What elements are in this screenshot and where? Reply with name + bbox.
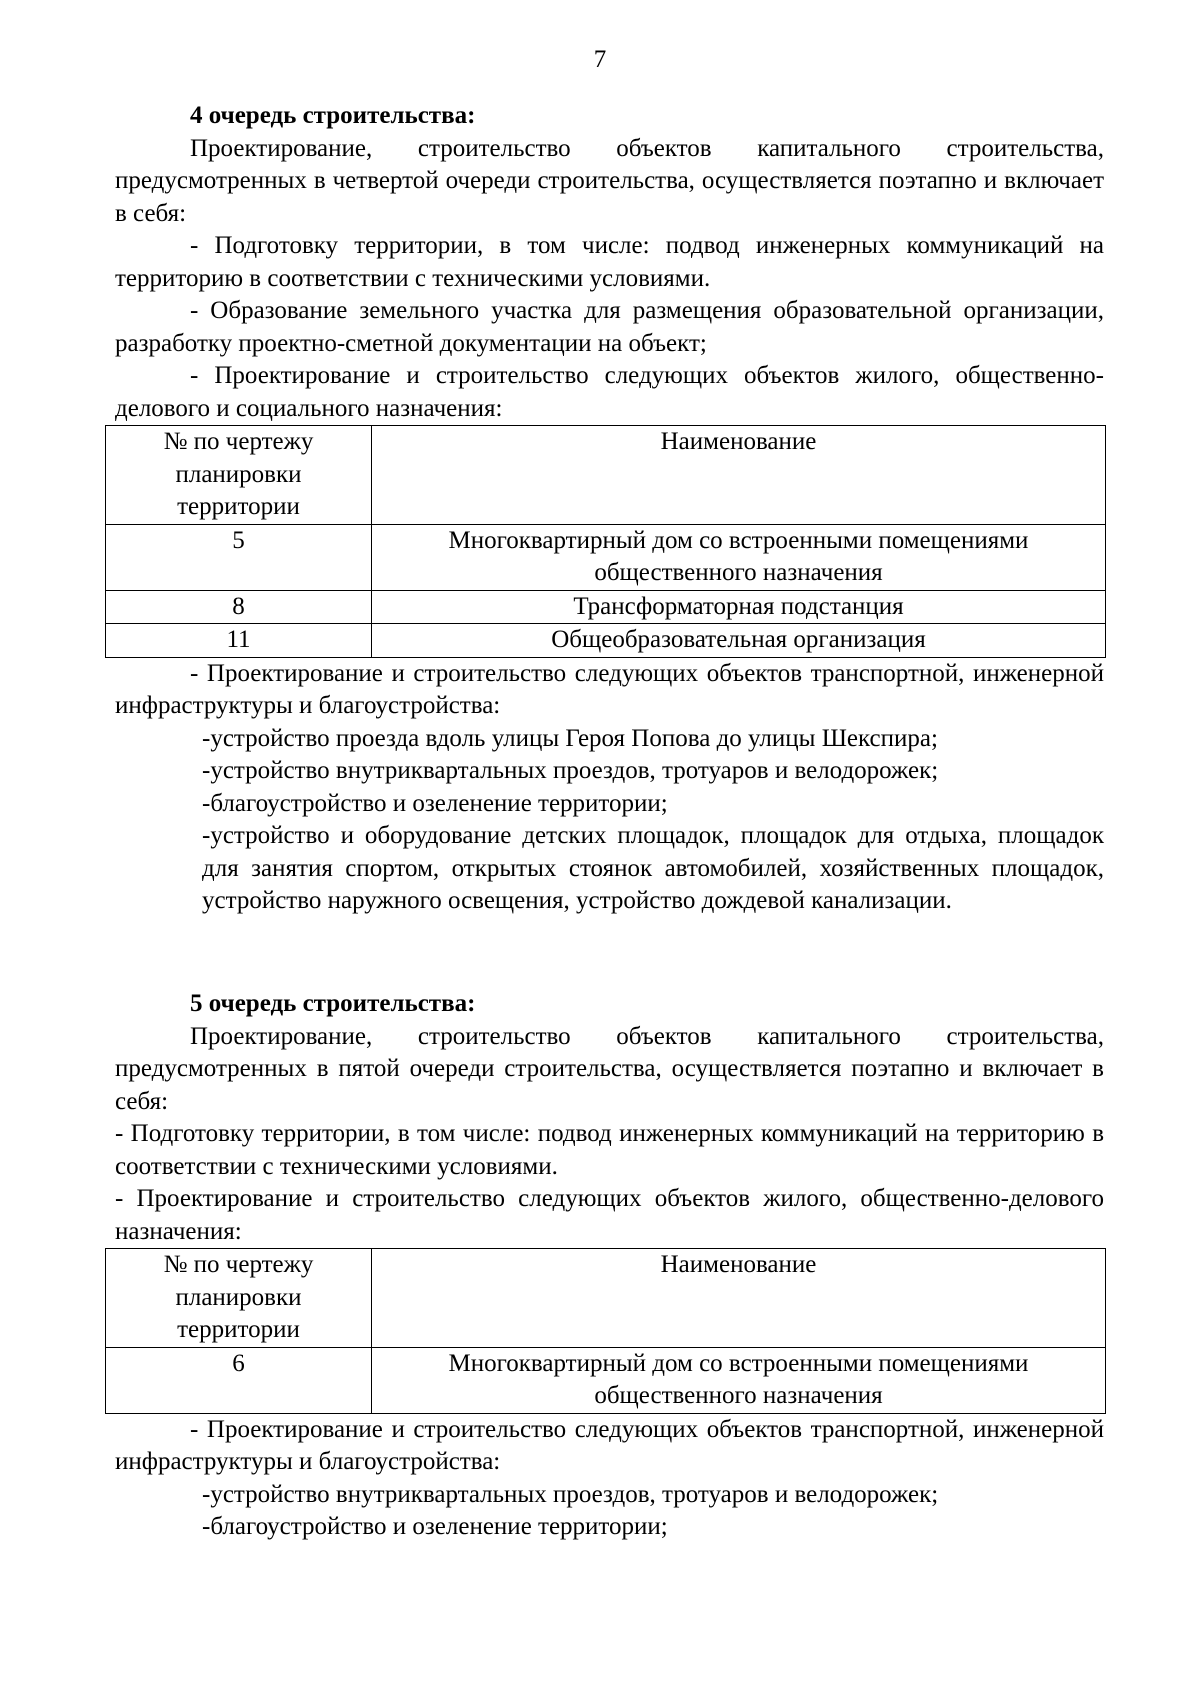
- table-header-row: [106, 426, 1106, 525]
- header-number: № по чертежу планировки территории: [106, 426, 372, 525]
- section-4-item-2: - Образование земельного участка для размещения образовательной организации, разработку проектно-сметной документации на объект;: [115, 297, 1104, 357]
- section-4-table: [105, 425, 1106, 658]
- section-5-table: [105, 1248, 1106, 1414]
- table-header-row: [106, 1249, 1106, 1348]
- table-row: [106, 524, 1106, 590]
- row-number: 8: [106, 590, 372, 624]
- section-5-list: [202, 1479, 1104, 1544]
- row-name: Общеобразовательная организация: [372, 624, 1106, 658]
- section-5-after-table: - Проектирование и строительство следующих объектов транспортной, инженерной инфраструктуры и благоустройства:: [115, 1415, 1104, 1475]
- section-4: [115, 100, 1104, 918]
- row-number: 11: [106, 624, 372, 658]
- header-number: № по чертежу планировки территории: [106, 1249, 372, 1348]
- row-number: 6: [106, 1347, 372, 1413]
- section-5-item-2: - Проектирование и строительство следующих объектов жилого, общественно-делового назначения:: [115, 1185, 1104, 1245]
- section-5-heading: 5 очередь строительства:: [190, 990, 476, 1017]
- list-item: -благоустройство и озеленение территории;: [202, 1513, 668, 1540]
- list-item: -благоустройство и озеленение территории;: [202, 789, 668, 817]
- section-4-item-1: - Подготовку территории, в том числе: подвод инженерных коммуникаций на территорию в соответствии с техническими условиями.: [115, 232, 1104, 292]
- table-row: [106, 590, 1106, 624]
- section-4-after-table: - Проектирование и строительство следующих объектов транспортной, инженерной инфраструктуры и благоустройства:: [115, 659, 1104, 719]
- row-name: Многоквартирный дом со встроенными помещениями общественного назначения: [372, 524, 1106, 590]
- section-4-item-3: - Проектирование и строительство следующих объектов жилого, общественно-делового и социального назначения:: [115, 362, 1104, 422]
- section-5: [115, 988, 1104, 1544]
- list-item: -устройство внутриквартальных проездов, тротуаров и велодорожек;: [202, 1480, 939, 1508]
- row-name: Многоквартирный дом со встроенными помещениями общественного назначения: [372, 1347, 1106, 1413]
- header-name: Наименование: [372, 1249, 1106, 1348]
- section-4-heading: 4 очередь строительства:: [190, 102, 476, 129]
- list-item: -устройство проезда вдоль улицы Героя Попова до улицы Шекспира;: [202, 724, 938, 752]
- row-number: 5: [106, 524, 372, 590]
- table-row: [106, 1347, 1106, 1413]
- row-name: Трансформаторная подстанция: [372, 590, 1106, 624]
- header-name: Наименование: [372, 426, 1106, 525]
- list-item: -устройство внутриквартальных проездов, тротуаров и велодорожек;: [202, 757, 939, 784]
- section-5-intro: Проектирование, строительство объектов капитального строительства, предусмотренных в пятой очереди строительства, осуществляется поэтапно и включает в себя:: [115, 1022, 1104, 1115]
- section-5-item-1: - Подготовку территории, в том числе: подвод инженерных коммуникаций на территорию в соответствии с техническими условиями.: [115, 1120, 1104, 1180]
- section-4-list: [202, 723, 1104, 918]
- section-4-intro: Проектирование, строительство объектов капитального строительства, предусмотренных в четвертой очереди строительства, осуществляется поэтапно и включает в себя:: [115, 134, 1104, 227]
- list-item: -устройство и оборудование детских площадок, площадок для отдыха, площадок для занятия спортом, открытых стоянок автомобилей, хозяйственных площадок, устройство наружного освещения, устройство дождевой канализации.: [202, 822, 1104, 914]
- table-row: [106, 624, 1106, 658]
- page-number: 7: [593, 46, 607, 73]
